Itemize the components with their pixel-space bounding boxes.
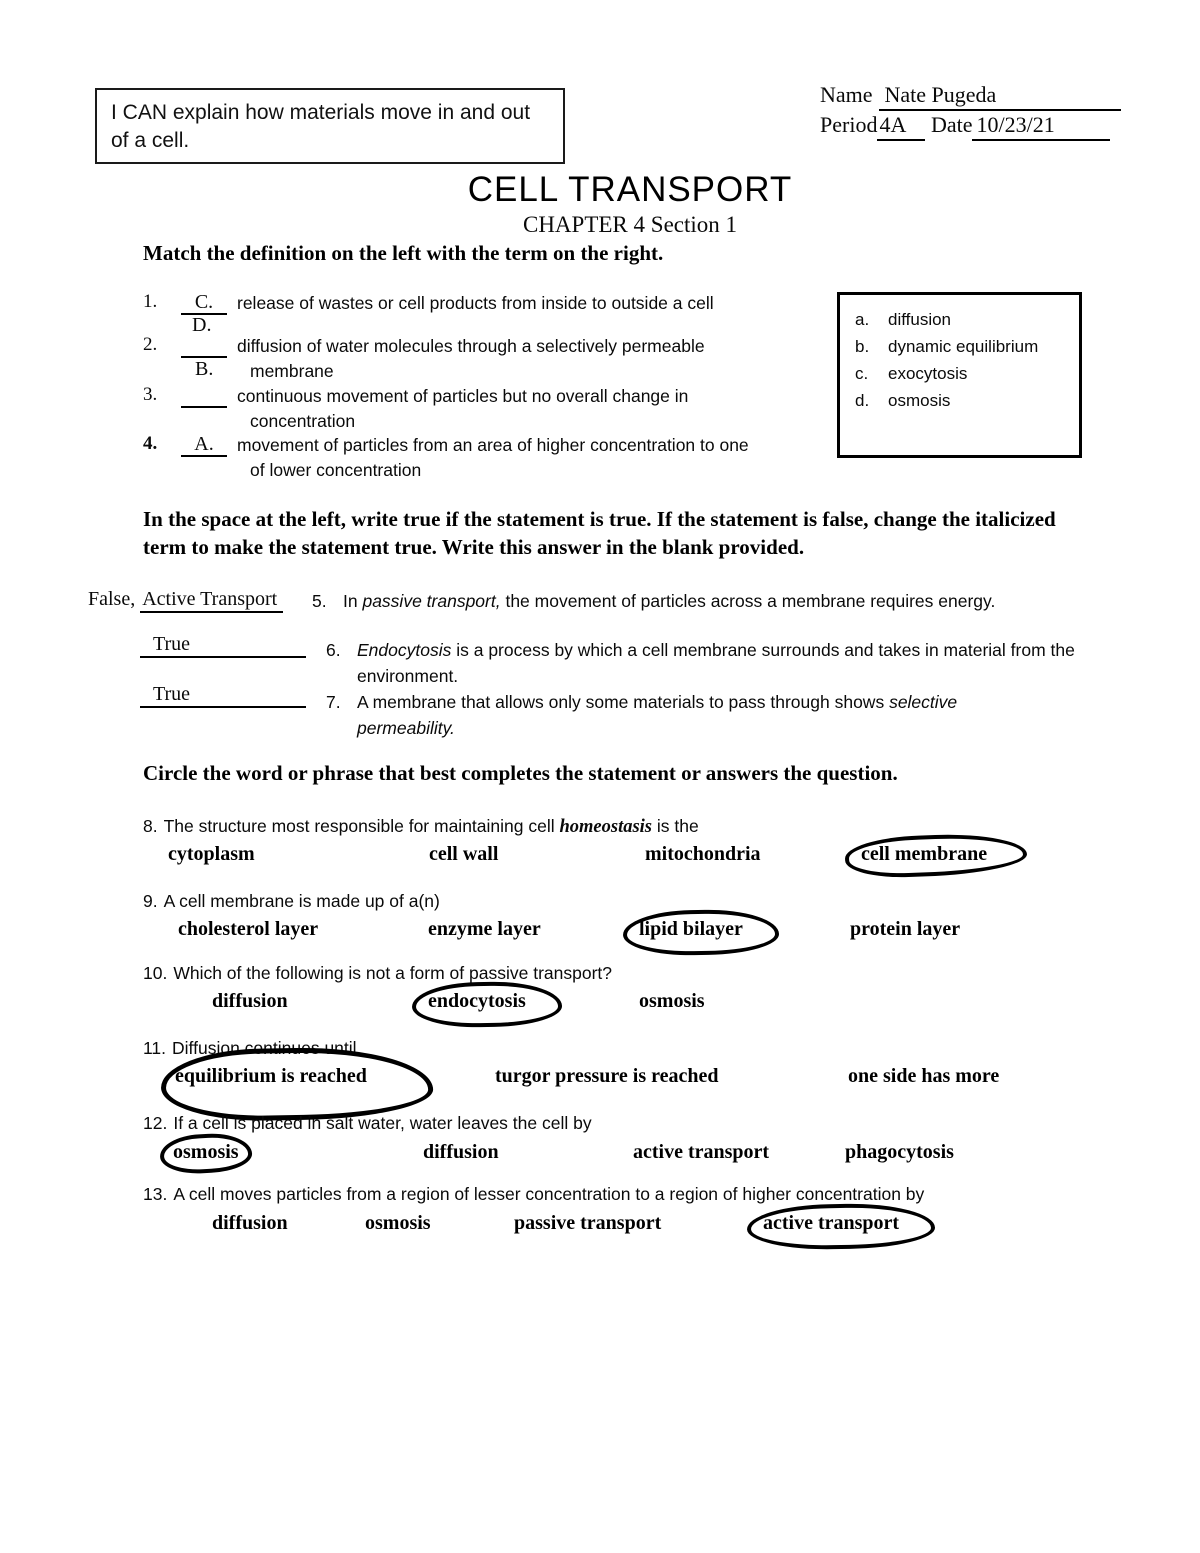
date-value: 10/23/21 bbox=[976, 112, 1055, 137]
handwritten-answer-stray: D. bbox=[192, 314, 212, 336]
mc-option-circled[interactable]: equilibrium is reached bbox=[175, 1065, 367, 1087]
italic-term: passive transport, bbox=[362, 591, 501, 611]
mc-option-circled[interactable]: cell membrane bbox=[861, 843, 988, 865]
term-label: exocytosis bbox=[888, 364, 968, 383]
tf-instruction: In the space at the left, write true if the statement is true. If the statement is false, change the italicized term to make the statement true. Write this answer in the blank provided. bbox=[143, 507, 1056, 559]
tf-statement-7: 7. A membrane that allows only some materials to pass through shows selective permeability. bbox=[326, 689, 986, 741]
period-label: Period bbox=[820, 112, 878, 137]
match-item-4 bbox=[143, 433, 749, 483]
term-label: dynamic equilibrium bbox=[888, 337, 1039, 356]
mc-option[interactable]: diffusion bbox=[423, 1141, 499, 1163]
mc-stem: 8. The structure most responsible for maintaining cell homeostasis is the bbox=[143, 816, 699, 837]
name-field[interactable] bbox=[879, 82, 1121, 111]
mc-option[interactable]: diffusion bbox=[212, 990, 288, 1012]
mc-stem: 10. Which of the following is not a form of passive transport? bbox=[143, 963, 613, 983]
mc-option[interactable]: phagocytosis bbox=[845, 1141, 954, 1163]
term-label: osmosis bbox=[888, 391, 951, 410]
handwritten-answer: A. bbox=[194, 433, 214, 455]
mc-stem: 11. Diffusion continues until bbox=[143, 1038, 357, 1058]
name-row bbox=[820, 82, 1121, 111]
mc-instruction: Circle the word or phrase that best completes the statement or answers the question. bbox=[143, 761, 898, 785]
mc-stem: 9. A cell membrane is made up of a(n) bbox=[143, 891, 440, 911]
definition-text: release of wastes or cell products from inside to outside a cell bbox=[237, 293, 714, 313]
handwritten-answer-stray: B. bbox=[195, 358, 214, 380]
mc-option[interactable]: mitochondria bbox=[645, 843, 761, 865]
term-bank-item bbox=[855, 306, 1073, 333]
term-letter: a. bbox=[855, 310, 870, 329]
objective-text: I CAN explain how materials move in and out of a cell. bbox=[111, 101, 531, 152]
term-letter: b. bbox=[855, 337, 870, 356]
handwritten-answer: True bbox=[153, 683, 191, 705]
matching-instruction: Match the definition on the left with the term on the right. bbox=[143, 241, 664, 265]
objective-box bbox=[95, 88, 565, 164]
question-number: 4. bbox=[143, 433, 158, 454]
question-number: 2. bbox=[143, 334, 158, 355]
mc-option[interactable]: osmosis bbox=[639, 990, 705, 1012]
period-value: 4A bbox=[879, 112, 907, 137]
tf-statement-5: 5. In passive transport, the movement of particles across a membrane requires energy. bbox=[312, 588, 1084, 614]
question-number: 7. bbox=[326, 692, 341, 712]
mc-stem: 12. If a cell is placed in salt water, water leaves the cell by bbox=[143, 1113, 592, 1133]
question-number: 5. bbox=[312, 591, 327, 611]
definition-text: continuous movement of particles but no overall change in concentration bbox=[237, 386, 689, 431]
definition-text: movement of particles from an area of higher concentration to one of lower concentration bbox=[237, 435, 749, 480]
mc-option[interactable]: osmosis bbox=[365, 1212, 431, 1234]
term-bank-item bbox=[855, 360, 1073, 387]
definition-text: diffusion of water molecules through a selectively permeable membrane bbox=[237, 336, 705, 381]
handwritten-answer-prefix: False, bbox=[88, 588, 141, 610]
name-label: Name bbox=[820, 82, 873, 107]
emphasized-term: homeostasis bbox=[559, 817, 653, 837]
question-number: 8. bbox=[143, 816, 158, 836]
mc-option-circled[interactable]: endocytosis bbox=[428, 990, 526, 1012]
term-bank-item bbox=[855, 387, 1073, 414]
page-title: CELL TRANSPORT bbox=[467, 170, 793, 209]
mc-option[interactable]: one side has more bbox=[848, 1065, 1000, 1087]
name-value: Nate Pugeda bbox=[884, 82, 997, 107]
handwritten-answer: C. bbox=[194, 291, 214, 313]
mc-option-circled[interactable]: active transport bbox=[763, 1212, 900, 1234]
answer-blank[interactable] bbox=[181, 433, 227, 457]
question-number: 10. bbox=[143, 963, 168, 983]
question-number: 9. bbox=[143, 891, 158, 911]
italic-term: Endocytosis bbox=[357, 640, 452, 660]
mc-option[interactable]: protein layer bbox=[850, 918, 961, 940]
answer-blank[interactable] bbox=[181, 291, 227, 315]
handwritten-answer: True bbox=[153, 633, 191, 655]
tf-answer-blank-6[interactable] bbox=[140, 633, 306, 658]
tf-statement-6: 6. Endocytosis is a process by which a cell membrane surrounds and takes in material from the environment. bbox=[326, 637, 1114, 689]
question-number: 3. bbox=[143, 384, 158, 405]
term-bank-item bbox=[855, 333, 1073, 360]
date-field[interactable] bbox=[972, 112, 1110, 141]
question-number: 6. bbox=[326, 640, 341, 660]
period-date-row bbox=[820, 112, 1110, 141]
question-number: 13. bbox=[143, 1184, 168, 1204]
handwritten-answer-underlined: Active Transport bbox=[140, 588, 283, 613]
question-number: 12. bbox=[143, 1113, 168, 1133]
period-field[interactable] bbox=[877, 112, 925, 141]
answer-blank[interactable] bbox=[181, 334, 227, 358]
mc-stem: 13. A cell moves particles from a region of lesser concentration to a region of higher concentration by bbox=[143, 1184, 925, 1204]
mc-option[interactable]: cholesterol layer bbox=[178, 918, 319, 940]
tf-answer-blank-7[interactable] bbox=[140, 683, 306, 708]
page-subtitle: CHAPTER 4 Section 1 bbox=[522, 212, 738, 237]
mc-option[interactable]: cytoplasm bbox=[168, 843, 255, 865]
italic-term: selective permeability. bbox=[357, 692, 958, 738]
mc-option-circled[interactable]: lipid bilayer bbox=[639, 918, 743, 940]
match-item-1 bbox=[143, 291, 714, 316]
question-number: 11. bbox=[143, 1038, 167, 1058]
mc-option[interactable]: active transport bbox=[633, 1141, 770, 1163]
term-label: diffusion bbox=[888, 310, 952, 329]
match-item-3 bbox=[143, 384, 688, 434]
term-bank bbox=[837, 292, 1082, 458]
question-number: 1. bbox=[143, 291, 158, 312]
mc-option[interactable]: turgor pressure is reached bbox=[495, 1065, 719, 1087]
tf-answer-5[interactable] bbox=[88, 588, 283, 611]
mc-option[interactable]: cell wall bbox=[429, 843, 499, 865]
term-letter: c. bbox=[855, 364, 869, 383]
mc-option[interactable]: passive transport bbox=[514, 1212, 662, 1234]
answer-blank[interactable] bbox=[181, 384, 227, 408]
mc-option-circled[interactable]: osmosis bbox=[173, 1141, 239, 1163]
mc-option[interactable]: enzyme layer bbox=[428, 918, 541, 940]
match-item-2 bbox=[143, 334, 705, 384]
mc-option[interactable]: diffusion bbox=[212, 1212, 288, 1234]
date-label: Date bbox=[930, 112, 973, 137]
term-letter: d. bbox=[855, 391, 870, 410]
